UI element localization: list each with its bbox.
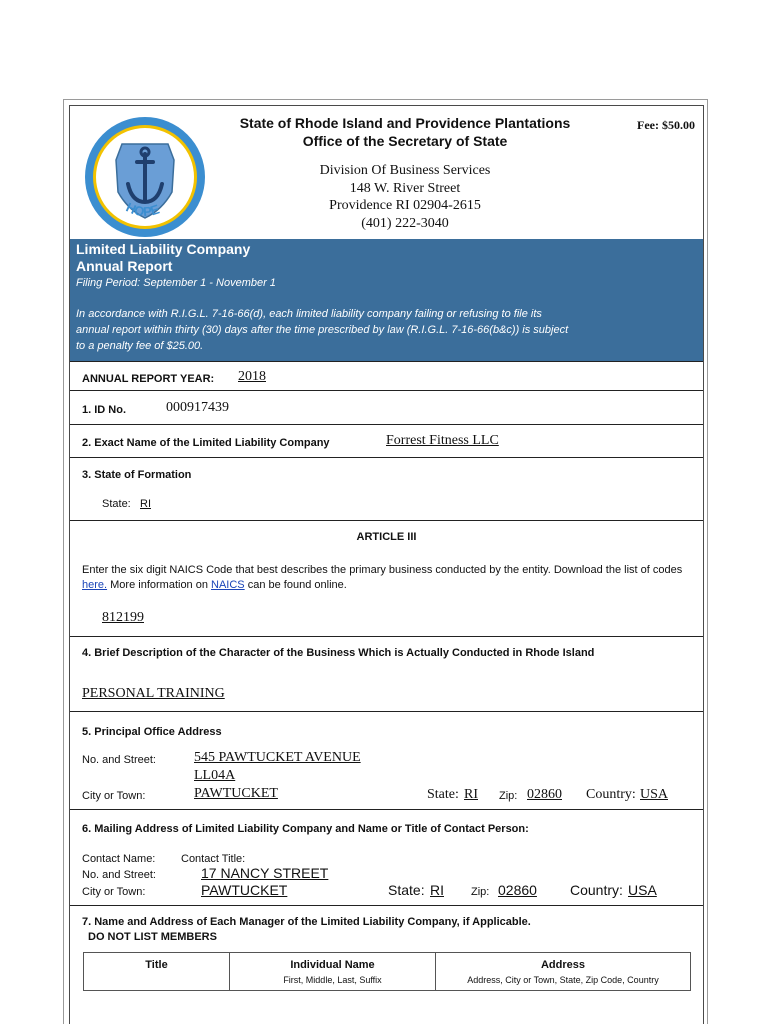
seal-text: HOPE	[123, 199, 162, 220]
principal-office-section	[70, 712, 703, 810]
naics-link[interactable]: NAICS	[211, 578, 245, 591]
mail-state-label: State:	[388, 882, 425, 898]
exact-name-row	[70, 425, 703, 458]
po-country-value[interactable]: USA	[640, 787, 669, 802]
col-name-sub: First, Middle, Last, Suffix	[283, 975, 382, 985]
col-title-label: Title	[145, 959, 168, 971]
exact-name-value[interactable]: Forrest Fitness LLC	[386, 433, 499, 448]
managers-label-line2: DO NOT LIST MEMBERS	[88, 931, 217, 943]
col-name-label: Individual Name	[290, 959, 375, 971]
naics-instructions	[82, 563, 692, 592]
address-line: Providence RI 02904-2615	[329, 198, 481, 213]
col-name	[230, 953, 436, 991]
report-year-label: ANNUAL REPORT YEAR:	[82, 373, 215, 385]
po-state-label: State:	[427, 787, 459, 802]
contact-title-label: Contact Title:	[181, 853, 246, 865]
address-line: 148 W. River Street	[349, 180, 461, 196]
contact-name-label: Contact Name:	[82, 853, 156, 865]
state-label: State:	[102, 498, 131, 510]
managers-label	[82, 915, 531, 945]
title-band	[70, 239, 703, 361]
form-header	[70, 106, 703, 239]
naics-code-value[interactable]: 812199	[102, 610, 144, 625]
fee-label: Fee: $50.00	[637, 118, 695, 132]
state-value[interactable]: RI	[140, 498, 151, 510]
principal-office-label: 5. Principal Office Address	[82, 726, 222, 738]
download-codes-link[interactable]: here.	[82, 578, 108, 591]
po-zip-label: Zip:	[499, 790, 518, 802]
mail-zip-label: Zip:	[471, 886, 490, 898]
annual-report-form	[63, 99, 708, 1024]
header-title	[210, 114, 600, 150]
naics-text-before: Enter the six digit NAICS Code that best describes the primary business conducted by the entity. Download the list of codes	[82, 564, 683, 576]
office-address	[210, 162, 600, 232]
form-frame	[69, 105, 704, 1024]
mailing-address-section	[70, 810, 703, 906]
id-value[interactable]: 000917439	[166, 400, 229, 415]
mail-country-label: Country:	[570, 882, 623, 898]
address-line: (401) 222-3040	[361, 215, 449, 231]
state-formation-label: 3. State of Formation	[82, 469, 192, 481]
po-street-line1[interactable]: 545 PAWTUCKET AVENUE	[194, 750, 361, 765]
managers-label-line1: 7. Name and Address of Each Manager of the Limited Liability Company, if Applicable.	[82, 916, 531, 928]
po-country-label: Country:	[586, 787, 636, 802]
mail-street-label: No. and Street:	[82, 869, 156, 881]
po-city-value[interactable]: PAWTUCKET	[194, 786, 278, 801]
col-address	[436, 953, 691, 991]
state-of-formation-row	[70, 458, 703, 521]
penalty-notice: In accordance with R.I.G.L. 7-16-66(d), each limited liability company failing or refusing to file its annual report within thirty (30) days after the time prescribed by law (R.I.G.L. 7-16-66(b&c)) is subject to a penalty fee of $25.00.	[76, 308, 569, 352]
state-seal-logo	[82, 114, 208, 240]
filing-period: Filing Period: September 1 - November 1	[76, 277, 276, 289]
brief-description-section	[70, 637, 703, 712]
po-street-label: No. and Street:	[82, 754, 156, 766]
col-address-label: Address	[540, 959, 586, 971]
col-address-sub: Address, City or Town, State, Zip Code, Country	[467, 975, 659, 985]
managers-section	[70, 906, 703, 1024]
col-title	[84, 953, 230, 991]
naics-text-middle: More information on	[110, 578, 208, 591]
brief-description-value[interactable]: PERSONAL TRAINING	[82, 686, 225, 701]
id-label: 1. ID No.	[82, 404, 127, 416]
id-row	[70, 391, 703, 425]
article-iii-section	[70, 521, 703, 637]
article-heading: ARTICLE III	[356, 531, 417, 543]
report-year-row	[70, 361, 703, 391]
exact-name-label: 2. Exact Name of the Limited Liability Company	[82, 437, 330, 449]
mail-city-label: City or Town:	[82, 886, 146, 898]
header-title-line2: Office of the Secretary of State	[302, 133, 508, 149]
form-title-line2: Annual Report	[76, 258, 173, 274]
managers-table-header	[84, 953, 691, 991]
brief-description-label: 4. Brief Description of the Character of the Business Which is Actually Conducted in Rhode Island	[82, 647, 595, 659]
po-state-value[interactable]: RI	[464, 787, 478, 802]
po-street-line2[interactable]: LL04A	[194, 768, 236, 783]
mailing-label: 6. Mailing Address of Limited Liability Company and Name or Title of Contact Person:	[82, 823, 529, 835]
mail-zip-value[interactable]: 02860	[498, 882, 537, 898]
address-line: Division Of Business Services	[319, 163, 491, 178]
po-zip-value[interactable]: 02860	[527, 787, 562, 802]
mail-state-value[interactable]: RI	[430, 882, 444, 898]
form-title-line1: Limited Liability Company	[76, 241, 251, 257]
po-city-label: City or Town:	[82, 790, 146, 802]
managers-table	[83, 952, 691, 991]
mail-city-value[interactable]: PAWTUCKET	[201, 882, 288, 898]
report-year-value[interactable]: 2018	[238, 369, 266, 384]
naics-text-after: can be found online.	[247, 578, 347, 591]
mail-country-value[interactable]: USA	[628, 882, 657, 898]
header-title-line1: State of Rhode Island and Providence Plantations	[239, 115, 571, 131]
mail-street-value[interactable]: 17 NANCY STREET	[201, 865, 329, 881]
